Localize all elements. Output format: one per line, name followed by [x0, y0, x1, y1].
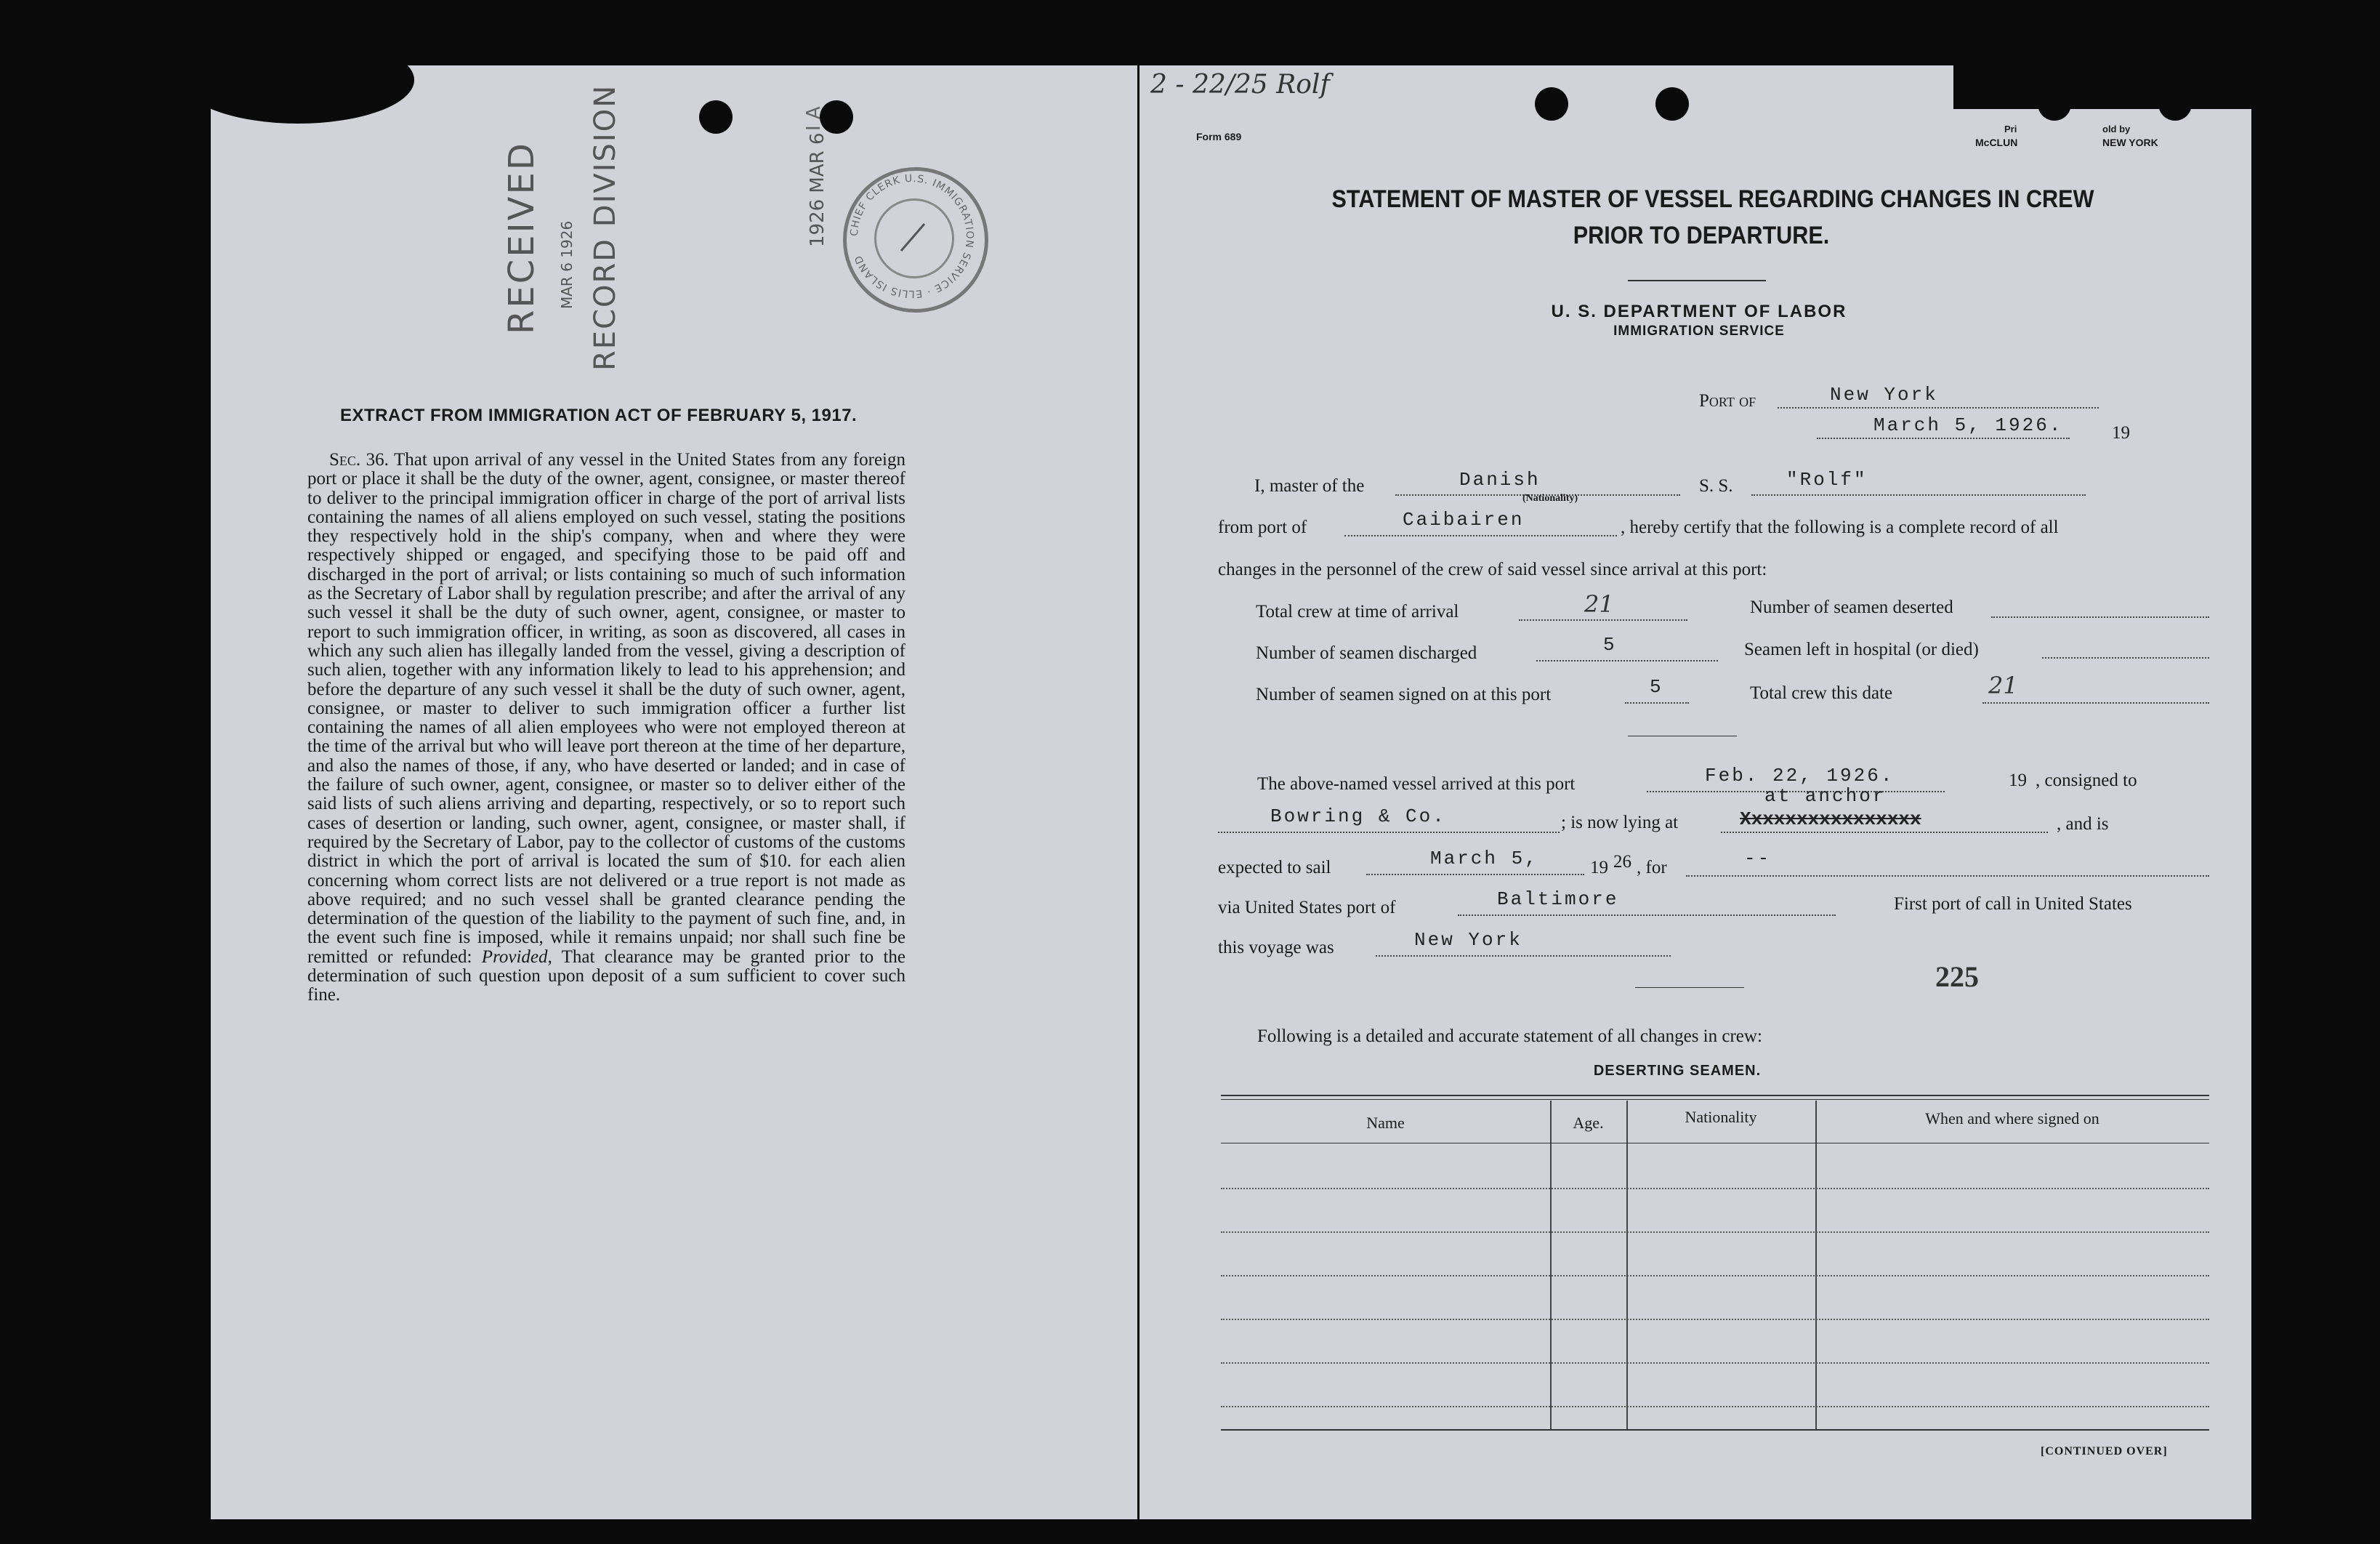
seal-date: 1926 MAR 6: [807, 132, 828, 247]
date-field[interactable]: March 5, 1926.: [1873, 414, 2063, 436]
extract-text-end: That clearance may be granted prior to the determination of such question upon deposit of a sum sufficient to cover such fine.: [307, 946, 905, 1005]
left-page: [211, 65, 1137, 1519]
and-is-text: , and is: [2057, 814, 2109, 834]
table-row[interactable]: [1221, 1362, 2209, 1364]
col-divider: [1550, 1101, 1552, 1429]
port-label: Port of: [1699, 391, 1756, 411]
section-divider-2: [1635, 987, 1744, 988]
form-title-line2: PRIOR TO DEPARTURE.: [1573, 222, 1830, 249]
deserted-label: Number of seamen deserted: [1750, 598, 1953, 617]
title-divider: [1628, 280, 1766, 281]
voyage-line: [1376, 955, 1671, 957]
via-label: via United States port of: [1218, 898, 1396, 917]
col-divider: [1815, 1101, 1817, 1429]
table-top-rule: [1221, 1095, 2209, 1096]
consignee-line: [1218, 832, 1560, 833]
received-stamp: RECEIVED: [501, 141, 542, 334]
sail-date-line: [1366, 874, 1584, 875]
for-line: [1686, 875, 2209, 877]
changes-text: changes in the personnel of the crew of said vessel since arrival at this port:: [1218, 560, 1767, 579]
master-label: I, master of the: [1254, 476, 1365, 496]
extract-body: [307, 451, 905, 1005]
ship-field[interactable]: "Rolf": [1786, 469, 1868, 491]
col-nationality-header: Nationality: [1685, 1108, 1757, 1126]
from-port-field[interactable]: Caibairen: [1403, 509, 1525, 531]
printer-note-2: McCLUN: [1975, 137, 2018, 148]
seal-ring-text: [843, 167, 981, 305]
department: U. S. DEPARTMENT OF LABOR: [1551, 302, 1847, 321]
deserting-seamen-title: DESERTING SEAMEN.: [1593, 1063, 1762, 1079]
expected-label: expected to sail: [1218, 858, 1331, 877]
for-label: , for: [1637, 858, 1667, 877]
svg-text:CHIEF CLERK U.S. IMMIGRATION S: CHIEF CLERK U.S. IMMIGRATION SERVICE · ELLIS ISLAND: [848, 172, 976, 300]
date-suffix: 19: [2112, 423, 2130, 443]
col-divider: [1626, 1101, 1628, 1429]
via-line: [1458, 914, 1836, 916]
sail-year-prefix: 19: [1590, 858, 1608, 877]
total-crew-date-label: Total crew this date: [1750, 683, 1893, 703]
table-top-rule-2: [1221, 1099, 2209, 1100]
certify-text: , hereby certify that the following is a complete record of all: [1621, 518, 2059, 537]
signed-on-field[interactable]: 5: [1650, 676, 1663, 698]
following-text: Following is a detailed and accurate statement of all changes in crew:: [1257, 1026, 1762, 1046]
sail-year-field[interactable]: 26: [1613, 852, 1631, 872]
received-stamp-date: MAR 6 1926: [558, 220, 576, 309]
voyage-field[interactable]: New York: [1414, 929, 1522, 951]
extract-title: EXTRACT FROM IMMIGRATION ACT OF FEBRUARY 5, 1917.: [340, 406, 858, 425]
from-port-line: [1344, 535, 1617, 536]
total-crew-date-field[interactable]: 21: [1988, 672, 2018, 699]
printer-note-3: NEW YORK: [2102, 137, 2158, 148]
via-field[interactable]: Baltimore: [1497, 888, 1619, 910]
service: IMMIGRATION SERVICE: [1613, 323, 1785, 339]
provided-word: Provided,: [481, 946, 552, 967]
ship-line: [1751, 494, 2086, 496]
continued-over: [CONTINUED OVER]: [2041, 1445, 2168, 1457]
total-crew-date-line: [1982, 702, 2209, 704]
col-age-header: Age.: [1573, 1114, 1604, 1132]
col-name-header: Name: [1366, 1114, 1405, 1132]
discharged-label: Number of seamen discharged: [1256, 643, 1477, 663]
port-line: [1778, 407, 2099, 409]
hospital-line: [2042, 657, 2209, 659]
table-row[interactable]: [1221, 1231, 2209, 1233]
signed-on-label: Number of seamen signed on at this port: [1256, 685, 1552, 704]
arrived-suffix: 19: [2009, 771, 2027, 790]
voyage-label: this voyage was: [1218, 938, 1334, 957]
port-field[interactable]: New York: [1830, 384, 1938, 406]
total-crew-arrival-label: Total crew at time of arrival: [1256, 602, 1459, 622]
punch-hole: [1655, 87, 1689, 121]
ss-label: S. S.: [1699, 476, 1733, 496]
form-number: Form 689: [1196, 131, 1242, 142]
signed-on-line: [1625, 702, 1689, 704]
consignee-field[interactable]: Bowring & Co.: [1270, 805, 1446, 827]
total-crew-arrival-field[interactable]: 21: [1584, 590, 1614, 618]
for-field[interactable]: --: [1744, 848, 1772, 869]
hospital-label: Seamen left in hospital (or died): [1744, 640, 1979, 659]
lying-field[interactable]: at anchor: [1764, 785, 1887, 807]
printer-note-1: Pri: [2004, 124, 2017, 134]
right-page: [1139, 65, 2251, 1519]
first-port-label: First port of call in United States: [1894, 894, 2132, 914]
table-row[interactable]: [1221, 1188, 2209, 1189]
punch-hole: [2038, 87, 2071, 121]
punch-hole: [1535, 87, 1568, 121]
margin-letters: I A: [803, 106, 825, 131]
printer-note-1b: old by: [2102, 124, 2131, 134]
arrived-label: The above-named vessel arrived at this port: [1257, 774, 1576, 794]
extract-text: That upon arrival of any vessel in the United States from any foreign port or place it shall be the duty of the owner, agent, consignee, or master thereof to deliver to the principal immigration officer in charge of the port of arrival lists containing the names of all aliens employed on such vessel, stating the positions they respectively hold in the ship's company, when and where they were respectively shipped or engaged, and specifying those to be paid off and discharged in the port of arrival; or lists containing so much of such information as the Secretary of Labor shall by regulation prescribe; and after the arrival of any such vessel it shall be the duty of such owner, agent, consignee, or master to report to such immigration officer, in writing, as soon as discovered, all cases in which any such alien has illegally landed from the vessel, giving a description of such alien, together with any information likely to lead to his apprehension; and before the departure of any such vessel it shall be the duty of such owner, agent, consignee, or master to deliver to such immigration officer a further list containing the names of all alien employees who were not employed thereon at the time of the arrival but who will leave port thereon at the time of her departure, and also the names of those, if any, who have deserted or landed; and in case of the failure of such owner, agent, consignee, or master so to deliver either of the said lists of such aliens arriving and departing, respectively, or so to report such cases of desertion or landing, such owner, agent, consignee, or master shall, if required by the Secretary of Labor, pay to the collector of customs of the customs district in which the port of arrival is located the sum of $10. for each alien concerning whom correct lists are not delivered or a true report is not made as above required; and no such vessel shall be granted clearance pending the determination of the question of the liability to the payment of such fine, and, in the event such fine is imposed, while it remains unpaid; nor shall such fine be remitted or refunded:: [307, 450, 905, 967]
date-line: [1817, 438, 2070, 439]
nationality-caption: (Nationality): [1522, 493, 1578, 504]
chief-clerk-seal: [843, 167, 988, 313]
nationality-field[interactable]: Danish: [1459, 469, 1541, 491]
punch-hole: [699, 100, 733, 134]
record-division-stamp: RECORD DIVISION: [589, 84, 622, 371]
col-when-where-header: When and where signed on: [1925, 1109, 2099, 1127]
discharged-line: [1536, 660, 1718, 662]
lying-line: [1721, 832, 2048, 833]
table-row[interactable]: [1221, 1319, 2209, 1320]
section-label: Sec. 36.: [329, 450, 389, 470]
torn-corner: [182, 36, 414, 124]
form-title-line1: STATEMENT OF MASTER OF VESSEL REGARDING CHANGES IN CREW: [1331, 185, 2094, 213]
lying-label: ; is now lying at: [1561, 813, 1679, 832]
table-row[interactable]: [1221, 1406, 2209, 1407]
lying-struck-text: Xxxxxxxxxxxxxxxx: [1740, 808, 1921, 830]
discharged-field[interactable]: 5: [1603, 634, 1617, 656]
deserted-line: [1991, 616, 2209, 618]
arrived-field[interactable]: Feb. 22, 1926.: [1705, 765, 1895, 787]
torn-corner: [1953, 22, 2280, 109]
table-row[interactable]: [1221, 1275, 2209, 1276]
consigned-label: , consigned to: [2036, 771, 2137, 790]
total-crew-arrival-line: [1519, 619, 1687, 621]
sail-date-field[interactable]: March 5,: [1430, 848, 1538, 869]
from-port-label: from port of: [1218, 518, 1307, 537]
table-bottom-rule: [1221, 1429, 2209, 1431]
punch-hole: [2158, 87, 2192, 121]
handwritten-corner-note: 2 - 22/25 Rolf: [1150, 70, 1330, 100]
stamped-number: 225: [1935, 960, 1979, 993]
